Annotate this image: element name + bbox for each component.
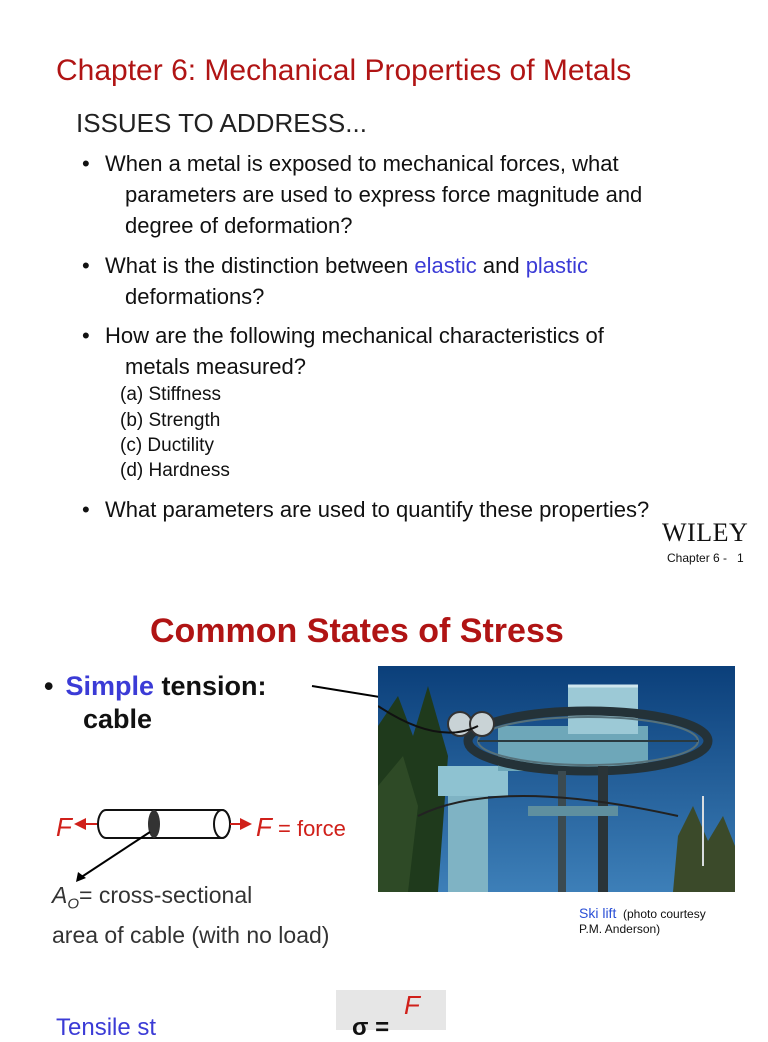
cable-end [214,810,230,838]
force-arrow-left [74,818,86,830]
bullet-1-line-1: When a metal is exposed to mechanical forces, what [105,151,619,176]
bullet-3-line-2: metals measured? [125,354,306,379]
bullet-1-line-3: degree of deformation? [125,213,353,238]
wiley-logo: WILEY [662,518,749,547]
bullet-3-line-1: How are the following mechanical characteristics of [105,323,604,348]
tension-word: tension: [153,671,267,701]
cable-cylinder [98,810,230,838]
force-definition [256,812,346,843]
slide1-title: Chapter 6: Mechanical Properties of Metals [56,54,632,87]
tensile-stress-partial: Tensile st [56,1014,157,1041]
force-label-left: F [56,812,72,842]
bullet-dot: • [44,671,54,701]
caption-line-1 [579,906,706,922]
area-line-2: area of cable (with no load) [52,921,330,948]
plastic-term: plastic [525,253,589,278]
area-definition [52,880,329,951]
slide-number-value: 1 [737,551,744,565]
slide-number [667,551,744,565]
sub-item-strength: (b) Strength [120,410,221,431]
issues-heading: ISSUES TO ADDRESS... [76,108,367,138]
cable-word: cable [83,704,153,734]
photo-caption [579,906,706,937]
formula-sigma: σ = [352,1014,390,1041]
sub-item-ductility: (c) Ductility [120,435,214,456]
formula-numerator: F [404,990,420,1020]
bullet-2-line-1 [105,250,588,281]
ski-lift-illustration [378,666,735,892]
area-symbol: A [52,882,68,908]
bullet-dot: • [82,497,90,522]
area-subscript: O [67,895,80,913]
elastic-term: elastic [414,253,477,278]
bullet-1-line-2: parameters are used to express force magnitude and [125,182,643,207]
caption-courtesy: (photo courtesy [623,907,706,921]
slide-label: Chapter 6 - [667,551,728,565]
simple-tension-bullet [44,668,266,704]
bullet-2-pre: What is the distinction between [105,253,415,278]
simple-word: Simple [65,671,154,701]
bullet-dot: • [82,151,90,176]
caption-line-2: P.M. Anderson) [579,922,661,936]
slide2-title: Common States of Stress [150,612,564,650]
force-desc: = force [271,816,346,841]
caption-ski-lift: Ski lift [579,905,617,921]
bullet-2-line-2: deformations? [125,284,265,309]
area-text-1: = cross-sectional [79,882,253,908]
sub-item-stiffness: (a) Stiffness [120,384,222,405]
bullet-2-mid: and [476,253,526,278]
bullet-dot: • [82,323,90,348]
cross-section [148,810,160,838]
ski-lift-photo [378,666,735,892]
bullet-4-line-1: What parameters are used to quantify these properties? [105,497,650,522]
sub-item-hardness: (d) Hardness [120,460,230,481]
force-symbol: F [256,812,272,842]
force-arrow-right [240,818,252,830]
area-line-1 [52,880,329,920]
bullet-dot: • [82,253,90,278]
